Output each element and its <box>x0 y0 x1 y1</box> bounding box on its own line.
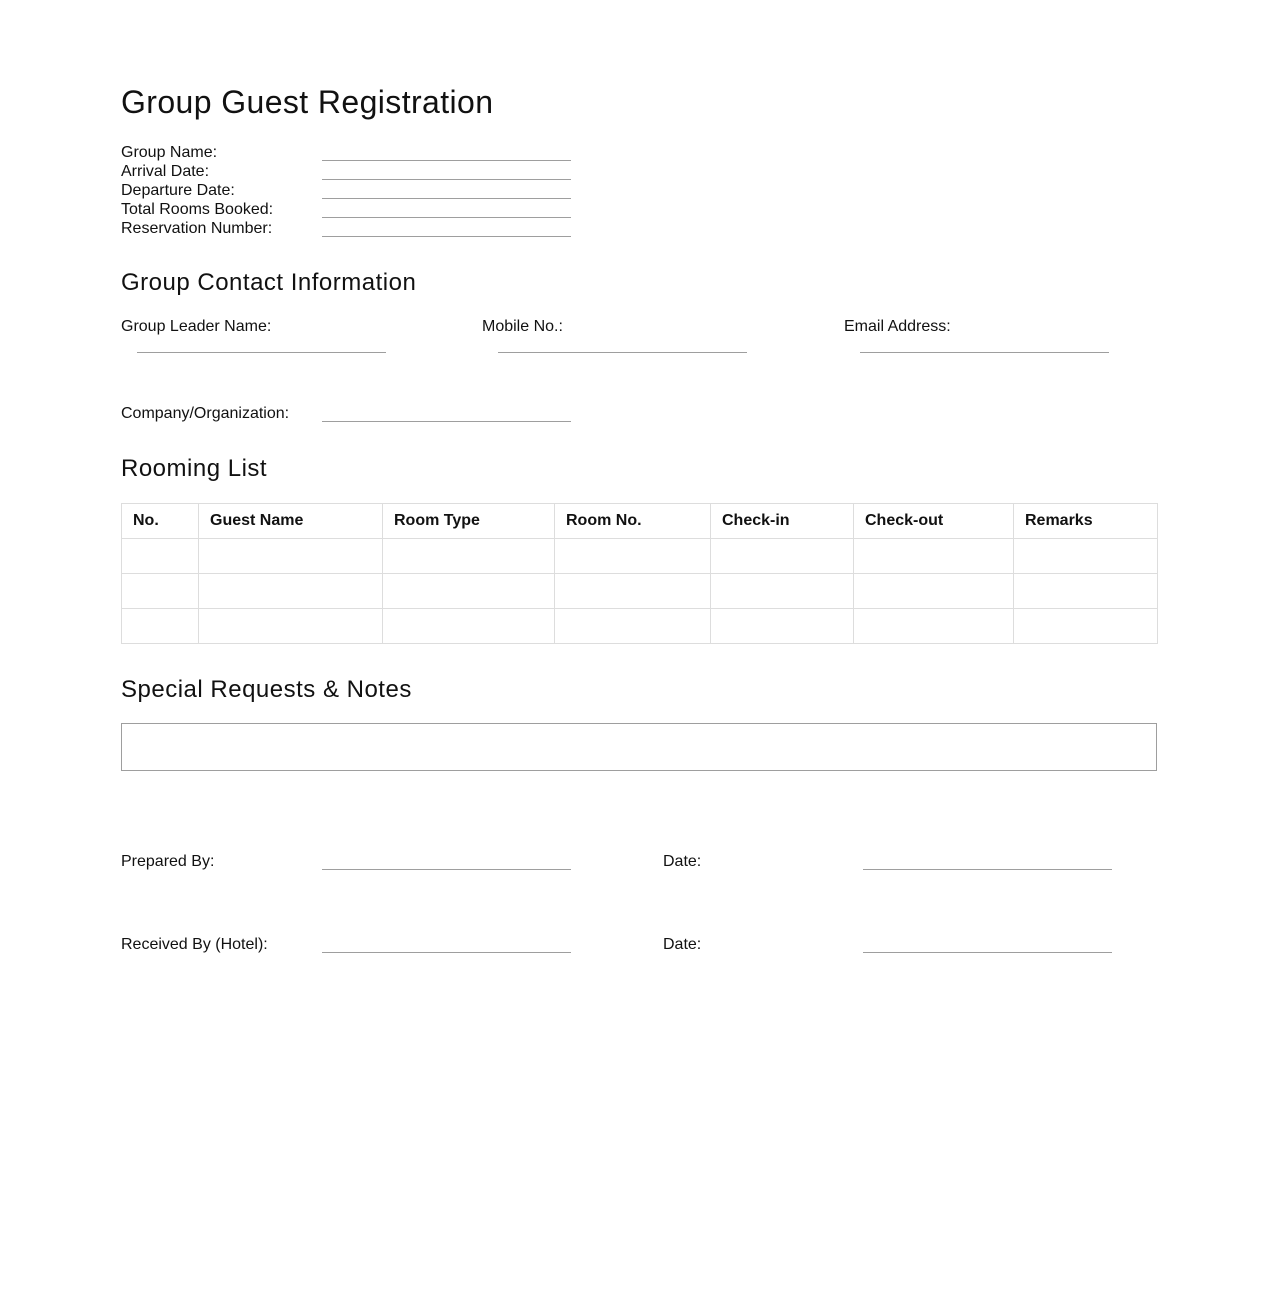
column-header-check-out: Check-out <box>854 504 1014 539</box>
column-header-room-no: Room No. <box>555 504 711 539</box>
table-row <box>122 539 1158 574</box>
table-cell[interactable] <box>199 609 383 644</box>
table-cell[interactable] <box>199 539 383 574</box>
mobile-field[interactable] <box>498 352 747 353</box>
departure-date-label: Departure Date: <box>121 182 235 199</box>
prepared-by-label: Prepared By: <box>121 853 215 870</box>
table-cell[interactable] <box>711 574 854 609</box>
total-rooms-field[interactable] <box>322 217 571 218</box>
table-row <box>122 609 1158 644</box>
table-cell[interactable] <box>122 574 199 609</box>
table-cell[interactable] <box>1014 609 1158 644</box>
rooming-heading: Rooming List <box>121 455 268 482</box>
mobile-label: Mobile No.: <box>482 318 563 335</box>
reservation-number-field[interactable] <box>322 236 571 237</box>
table-cell[interactable] <box>122 539 199 574</box>
column-header-check-in: Check-in <box>711 504 854 539</box>
table-cell[interactable] <box>854 609 1014 644</box>
prepared-date-field[interactable] <box>863 869 1112 870</box>
table-row <box>122 574 1158 609</box>
column-header-remarks: Remarks <box>1014 504 1158 539</box>
table-cell[interactable] <box>199 574 383 609</box>
table-cell[interactable] <box>711 539 854 574</box>
prepared-date-label: Date: <box>663 853 702 870</box>
table-cell[interactable] <box>555 609 711 644</box>
table-cell[interactable] <box>1014 574 1158 609</box>
column-header-room-type: Room Type <box>383 504 555 539</box>
email-field[interactable] <box>860 352 1109 353</box>
table-cell[interactable] <box>383 609 555 644</box>
table-cell[interactable] <box>555 539 711 574</box>
departure-date-field[interactable] <box>322 198 571 199</box>
contact-heading: Group Contact Information <box>121 269 417 296</box>
notes-heading: Special Requests & Notes <box>121 676 412 703</box>
column-header-guest-name: Guest Name <box>199 504 383 539</box>
reservation-number-label: Reservation Number: <box>121 220 273 237</box>
arrival-date-label: Arrival Date: <box>121 163 210 180</box>
table-header-row <box>122 504 1158 539</box>
email-label: Email Address: <box>844 318 951 335</box>
arrival-date-field[interactable] <box>322 179 571 180</box>
received-date-label: Date: <box>663 936 702 953</box>
table-cell[interactable] <box>854 539 1014 574</box>
column-header-no: No. <box>122 504 199 539</box>
received-by-field[interactable] <box>322 952 571 953</box>
table-cell[interactable] <box>383 539 555 574</box>
group-name-label: Group Name: <box>121 144 218 161</box>
table-cell[interactable] <box>555 574 711 609</box>
rooming-table <box>121 503 1158 644</box>
table-cell[interactable] <box>1014 539 1158 574</box>
page-title: Group Guest Registration <box>121 84 494 120</box>
group-leader-label: Group Leader Name: <box>121 318 272 335</box>
company-field[interactable] <box>322 421 571 422</box>
group-name-field[interactable] <box>322 160 571 161</box>
table-cell[interactable] <box>122 609 199 644</box>
group-leader-field[interactable] <box>137 352 386 353</box>
prepared-by-field[interactable] <box>322 869 571 870</box>
table-cell[interactable] <box>383 574 555 609</box>
notes-textarea[interactable] <box>121 723 1157 771</box>
table-cell[interactable] <box>854 574 1014 609</box>
total-rooms-label: Total Rooms Booked: <box>121 201 274 218</box>
registration-form <box>121 0 1157 1300</box>
received-date-field[interactable] <box>863 952 1112 953</box>
table-cell[interactable] <box>711 609 854 644</box>
received-by-label: Received By (Hotel): <box>121 936 268 953</box>
company-label: Company/Organization: <box>121 405 290 422</box>
